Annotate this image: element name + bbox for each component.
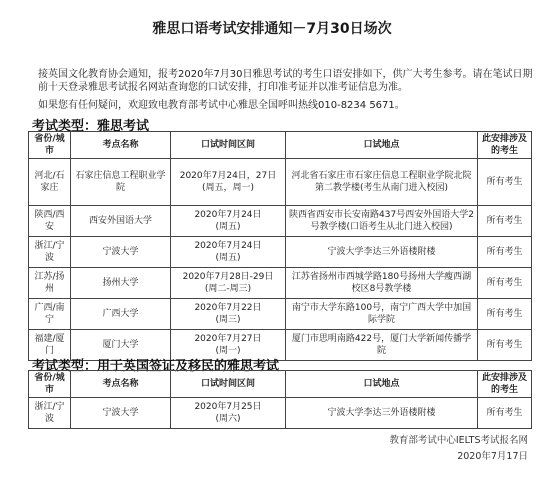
cell-province: 浙江/宁波 bbox=[29, 237, 71, 268]
ukvi-schedule-table bbox=[28, 370, 532, 429]
cell-candidates: 所有考生 bbox=[478, 159, 532, 206]
table-row bbox=[29, 237, 532, 268]
header-location: 口试地点 bbox=[286, 371, 478, 398]
header-time: 口试时间区间 bbox=[171, 371, 286, 398]
header-venue: 考点名称 bbox=[71, 371, 171, 398]
section-heading-ukvi: 考试类型：用于英国签证及移民的雅思考试 bbox=[32, 359, 280, 374]
cell-province: 河北/石家庄 bbox=[29, 159, 71, 206]
cell-time: 2020年7月25日 (周六) bbox=[171, 398, 286, 429]
table-row bbox=[29, 206, 532, 237]
cell-location: 江苏省扬州市西城学路180号扬州大学瘦西湖校区8号教学楼 bbox=[286, 268, 478, 299]
cell-location: 陕西省西安市长安南路437号西安外国语大学2号教学楼(口语考生从北门进入校园) bbox=[286, 206, 478, 237]
cell-venue: 广西大学 bbox=[71, 299, 171, 330]
cell-time: 2020年7月22日 (周三) bbox=[171, 299, 286, 330]
cell-venue: 扬州大学 bbox=[71, 268, 171, 299]
ielts-schedule-table bbox=[28, 131, 532, 361]
cell-candidates: 所有考生 bbox=[478, 206, 532, 237]
cell-candidates: 所有考生 bbox=[478, 268, 532, 299]
page-title: 雅思口语考试安排通知－7月30日场次 bbox=[152, 21, 392, 37]
footer-org: 教育部考试中心IELTS考试报名网 bbox=[389, 435, 528, 446]
table-row bbox=[29, 268, 532, 299]
table-header-row bbox=[29, 371, 532, 398]
cell-candidates: 所有考生 bbox=[478, 299, 532, 330]
cell-time: 2020年7月24日 (周五) bbox=[171, 237, 286, 268]
table-row bbox=[29, 299, 532, 330]
cell-province: 福建/厦门 bbox=[29, 330, 71, 361]
cell-candidates: 所有考生 bbox=[478, 398, 532, 429]
cell-province: 江苏/扬州 bbox=[29, 268, 71, 299]
cell-venue: 厦门大学 bbox=[71, 330, 171, 361]
header-province: 省份/城市 bbox=[29, 132, 71, 159]
cell-province: 浙江/宁波 bbox=[29, 398, 71, 429]
header-candidates: 此安排涉及的考生 bbox=[478, 371, 532, 398]
section-heading-ielts: 考试类型：雅思考试 bbox=[32, 119, 150, 134]
footer-date: 2020年7月17日 bbox=[457, 451, 528, 462]
cell-time: 2020年7月24日，27日 (周五，周一) bbox=[171, 159, 286, 206]
cell-candidates: 所有考生 bbox=[478, 237, 532, 268]
hotline-paragraph: 如果您有任何疑问，欢迎致电教育部考试中心雅思全国呼叫热线010-8234 5671。 bbox=[38, 100, 405, 111]
cell-time: 2020年7月28日-29日 (周二-周三) bbox=[171, 268, 286, 299]
cell-venue: 西安外国语大学 bbox=[71, 206, 171, 237]
header-time: 口试时间区间 bbox=[171, 132, 286, 159]
table-row bbox=[29, 159, 532, 206]
cell-location: 宁波大学李达三外语楼附楼 bbox=[286, 237, 478, 268]
cell-time: 2020年7月24日 (周五) bbox=[171, 206, 286, 237]
cell-province: 广西/南宁 bbox=[29, 299, 71, 330]
cell-location: 南宁市大学东路100号，南宁广西大学中加国际学院 bbox=[286, 299, 478, 330]
table-header-row bbox=[29, 132, 532, 159]
cell-venue: 宁波大学 bbox=[71, 398, 171, 429]
cell-venue: 宁波大学 bbox=[71, 237, 171, 268]
table-row bbox=[29, 398, 532, 429]
cell-location: 厦门市思明南路422号，厦门大学新闻传播学院 bbox=[286, 330, 478, 361]
cell-time: 2020年7月27日 (周一) bbox=[171, 330, 286, 361]
header-venue: 考点名称 bbox=[71, 132, 171, 159]
cell-venue: 石家庄信息工程职业学院 bbox=[71, 159, 171, 206]
header-candidates: 此安排涉及的考生 bbox=[478, 132, 532, 159]
cell-province: 陕西/西安 bbox=[29, 206, 71, 237]
header-province: 省份/城市 bbox=[29, 371, 71, 398]
cell-location: 宁波大学李达三外语楼附楼 bbox=[286, 398, 478, 429]
intro-paragraph: 接英国文化教育协会通知，报考2020年7月30日雅思考试的考生口语安排如下，供广大考生参考。请在笔试日期前十天登录雅思考试报名网站查询您的口试安排，打印准考证并以准考证信息为准。 bbox=[38, 69, 533, 93]
cell-candidates: 所有考生 bbox=[478, 330, 532, 361]
header-location: 口试地点 bbox=[286, 132, 478, 159]
cell-location: 河北省石家庄市石家庄信息工程职业学院北院第二教学楼(考生从南门进入校园) bbox=[286, 159, 478, 206]
